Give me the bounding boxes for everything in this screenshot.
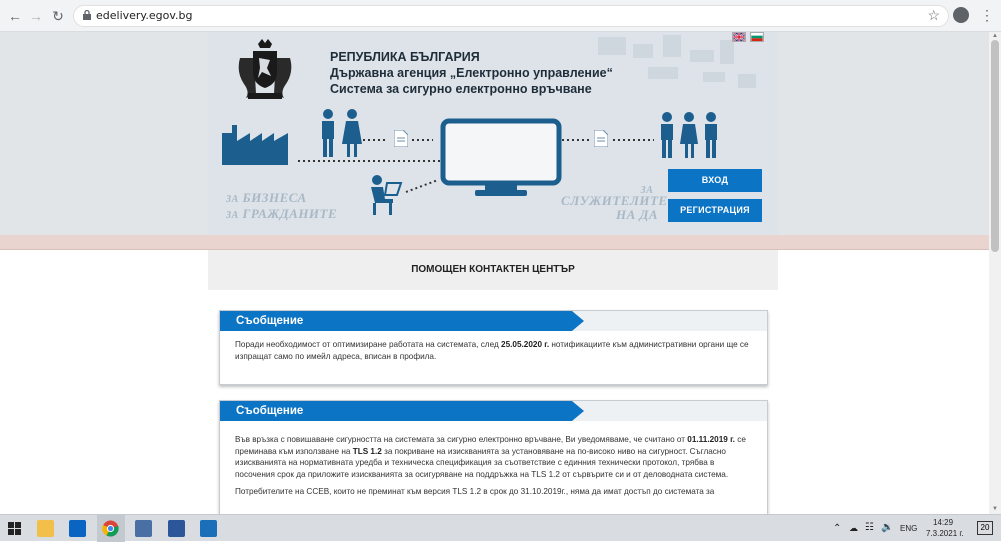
photos-icon[interactable] bbox=[200, 520, 217, 537]
message-card bbox=[219, 310, 768, 385]
document-icon bbox=[594, 130, 608, 147]
title-line-3: Система за сигурно електронно връчване bbox=[330, 82, 592, 96]
volume-icon[interactable]: 🔉 bbox=[881, 522, 894, 533]
page-viewport bbox=[0, 32, 989, 514]
clock-date[interactable]: 7.3.2021 г. bbox=[926, 529, 964, 538]
scroll-up-arrow-icon[interactable]: ▲ bbox=[992, 33, 998, 39]
message-title: Съобщение bbox=[236, 405, 304, 417]
lock-icon bbox=[82, 9, 92, 21]
monitor-icon bbox=[440, 118, 562, 198]
message-header bbox=[220, 401, 767, 421]
windows-start-icon[interactable] bbox=[8, 522, 21, 535]
site-title bbox=[330, 49, 613, 97]
register-button[interactable]: РЕГИСТРАЦИЯ bbox=[668, 199, 762, 222]
message-paragraph-1: Във връзка с повишаване сигурността на системата за сигурно електронно връчване, Ви уведомяваме, че считано от 01.11.2019 г. се преминава към използване на TLS 1.2 за покриване на изискванията за установяване на по-високо ниво на сигурност. Съгласно изискванията на нормативната уредба и техническа спецификация за съответствие с единния технически протокол, трябва в посочения срок да приложите изискванията за осигуряване на поддръжка на TLS 1.2 от сървърите си и от деловодната система. bbox=[235, 435, 746, 479]
onedrive-cloud-icon[interactable]: ☁ bbox=[849, 523, 858, 533]
chrome-icon[interactable] bbox=[102, 520, 119, 537]
file-explorer-icon[interactable] bbox=[37, 520, 54, 537]
page-scrollbar[interactable] bbox=[989, 32, 1001, 514]
address-bar[interactable] bbox=[73, 5, 949, 27]
message-paragraph-2: Потребителите на ССЕВ, които не преминат към версия TLS 1.2 в срок до 31.10.2019г., няма да имат достъп до системата за bbox=[235, 487, 715, 496]
message-text: Поради необходимост от оптимизиране работата на системата, след 25.05.2020 г. нотификациите към административни органи ще се изпращат само по имейл адреса, вписан в профила. bbox=[235, 340, 749, 361]
label-for-employees-na-da: НА ДА bbox=[616, 207, 659, 222]
label-for-employees: СЛУЖИТЕЛИТЕ bbox=[561, 193, 668, 208]
browser-toolbar bbox=[0, 0, 1001, 32]
word-icon[interactable] bbox=[168, 520, 185, 537]
clock-time[interactable]: 14:29 bbox=[933, 518, 954, 527]
title-line-2: Държавна агенция „Електронно управление“ bbox=[330, 66, 613, 80]
label-for-employees-prefix: ЗА bbox=[640, 185, 654, 196]
scroll-down-arrow-icon[interactable]: ▼ bbox=[992, 506, 998, 512]
label-for-citizens: ЗА ГРАЖДАНИТЕ bbox=[226, 206, 338, 221]
message-body bbox=[220, 331, 767, 376]
notifications-icon[interactable] bbox=[977, 521, 993, 535]
windows-taskbar bbox=[0, 514, 1001, 541]
remote-desktop-icon[interactable] bbox=[135, 520, 152, 537]
back-arrow-icon[interactable]: ← bbox=[8, 8, 22, 24]
message-body bbox=[220, 421, 767, 512]
help-contact-center[interactable]: ПОМОЩЕН КОНТАКТЕН ЦЕНТЪР bbox=[208, 250, 778, 290]
label-for-business: ЗА БИЗНЕСА bbox=[226, 190, 307, 205]
input-language[interactable]: ENG bbox=[900, 524, 918, 533]
reload-icon[interactable]: ↻ bbox=[52, 8, 64, 24]
header-divider-band bbox=[0, 235, 989, 250]
url-text: edelivery.egov.bg bbox=[96, 9, 193, 22]
bulgarian-flag-icon[interactable] bbox=[750, 32, 764, 42]
show-hidden-icons-chevron-icon[interactable]: ⌃ bbox=[833, 523, 842, 534]
login-button[interactable]: ВХОД bbox=[668, 169, 762, 192]
title-line-1: РЕПУБЛИКА БЪЛГАРИЯ bbox=[330, 50, 480, 64]
notification-count: 20 bbox=[980, 523, 990, 532]
people-group-icon bbox=[658, 112, 720, 158]
message-header bbox=[220, 311, 767, 331]
scroll-thumb[interactable] bbox=[991, 40, 999, 252]
network-icon[interactable]: ☷ bbox=[865, 522, 874, 533]
english-flag-icon[interactable] bbox=[732, 32, 746, 42]
forward-arrow-icon[interactable]: → bbox=[29, 8, 43, 24]
browser-menu-icon[interactable]: ⋮ bbox=[980, 7, 994, 23]
message-card bbox=[219, 400, 768, 514]
profile-avatar-icon[interactable] bbox=[953, 7, 969, 23]
bookmark-star-icon[interactable]: ☆ bbox=[927, 7, 940, 23]
outlook-icon[interactable] bbox=[69, 520, 86, 537]
message-title: Съобщение bbox=[236, 315, 304, 327]
